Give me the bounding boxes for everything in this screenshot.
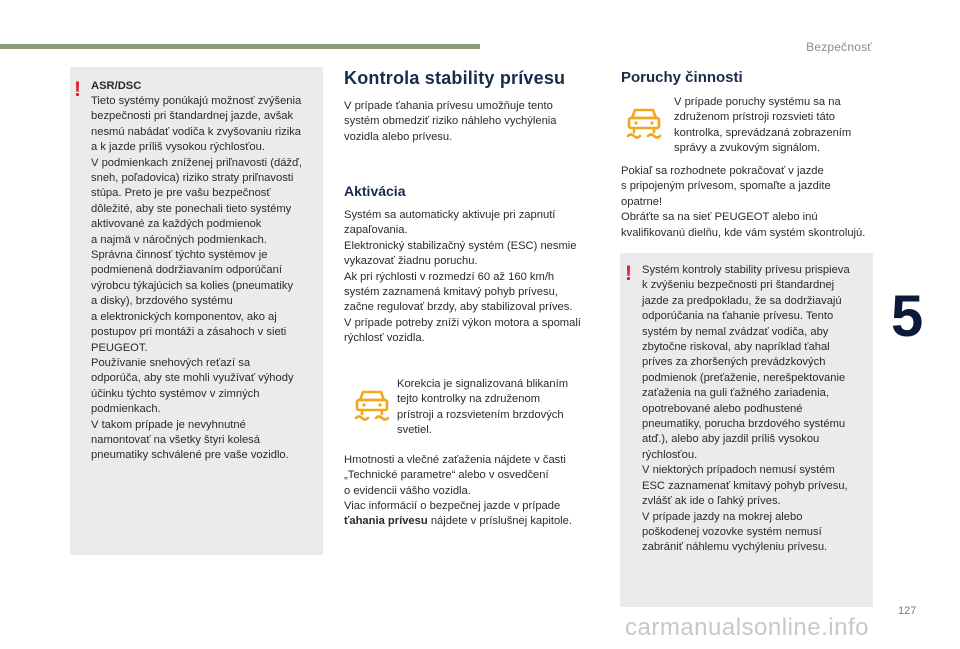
asr-dsc-body: Tieto systémy ponúkajú možnosť zvýšenia bezpečnosti pri štandardnej jazde, avšak nesmú nabádať vodiča k zvyšovaniu rizika a k jazde príliš vysokou rýchlosťou. V podmienkach zníženej priľnavosti (dážď, sneh, poľadovica) riziko straty priľnavosti stúpa. Preto je pre vašu bezpečnosť dôležité, aby ste ponechali tieto systémy aktivované za každých podmienok a najmä v náročných podmienkach. Správna činnosť týchto systémov je podmienená dodržiavaním odporúčaní výrobcu týkajúcich sa kolies (pneumatiky a disky), brzdového systému a elektronických komponentov, ako aj postupov pri montáži a zásahoch v sieti PEUGEOT. Používanie snehových reťazí sa odporúča, aby ste mohli využívať výhody účinku týchto systémov v zimných podmienkach. V takom prípade je nevyhnutné namontovať na všetky štyri kolesá pneumatiky schválené pre vaše vozidlo. [91, 95, 303, 462]
page-number: 127 [898, 605, 917, 617]
activation-body: Systém sa automaticky aktivuje pri zapnutí zapaľovania. Elektronický stabilizačný systém (ESC) nesmie vykazovať žiadnu poruchu. Ak pri rýchlosti v rozmedzí 60 až 160 km/h systém zaznamená kmitavý pohyb prívesu, začne regulovať brzdy, aby stabilizoval príves. V prípade potreby zníži výkon motora a spomalí rýchlosť vozidla. [344, 209, 581, 345]
weights-note: Hmotnosti a vlečné zaťaženia nájdete v časti „Technické parametre“ alebo v osvedčení o evidencii vášho vozidla. Viac informácií o bezpečnej jazde v prípade [344, 454, 566, 513]
weights-note-link-line [344, 514, 572, 529]
towing-chapter-ref: ťahania prívesu [344, 515, 428, 527]
chapter-number: 5 [891, 284, 924, 349]
watermark: carmanualsonline.info [625, 614, 869, 641]
section-name: Bezpečnosť [806, 40, 872, 54]
activation-title: Aktivácia [344, 183, 406, 199]
malfunction-note: V prípade poruchy systému sa na združenom prístroji rozsvieti táto kontrolka, sprevádzaná zobrazením správy a zvukovým signálom. [674, 96, 852, 155]
trailer-stability-title: Kontrola stability prívesu [344, 68, 566, 88]
towing-chapter-tail: nájdete v príslušnej kapitole. [427, 515, 572, 527]
malfunction-advice: Pokiaľ sa rozhodnete pokračovať v jazde s pripojeným prívesom, spomaľte a jazdite opatrne! Obráťte sa na sieť PEUGEOT alebo inú kvalifikovanú dielňu, kde vám systém skontrolujú. [621, 165, 866, 239]
header-rule [0, 44, 480, 49]
trailer-sway-icon [624, 104, 664, 140]
trailer-sway-icon [352, 386, 392, 422]
warning-icon: ! [74, 78, 81, 101]
trailer-stability-intro: V prípade ťahania prívesu umožňuje tento systém obmedziť riziko náhleho vychýlenia vozidla alebo prívesu. [344, 100, 557, 143]
warning-icon: ! [625, 262, 632, 285]
asr-dsc-title: ASR/DSC [91, 80, 142, 92]
malfunction-title: Poruchy činnosti [621, 69, 743, 86]
trailer-stability-warning-body: Systém kontroly stability prívesu prispieva k zvýšeniu bezpečnosti pri štandardnej jazde za predpokladu, že sa dodržiavajú odporúčania na ťahanie prívesu. Tento systém by nemal zvádzať vodiča, aby zbytočne riskoval, aby napríklad ťahal príves za zhoršených prevádzkových podmienok (preťaženie, nerešpektovanie zaťaženia na guli ťažného zariadenia, opotrebované alebo podhustené pneumatiky, porucha brzdového systému atď.), alebo aby jazdil príliš vysokou rýchlosťou. V niektorých prípadoch nemusí systém ESC zaznamenať kmitavý pohyb prívesu, zvlášť ak ide o ľahký príves. V prípade jazdy na mokrej alebo poškodenej vozovke systém nemusí zabrániť náhlemu vychýleniu prívesu. [642, 264, 850, 554]
correction-note: Korekcia je signalizovaná blikaním tejto kontrolky na združenom prístroji a rozsvietením brzdových svetiel. [397, 378, 569, 437]
